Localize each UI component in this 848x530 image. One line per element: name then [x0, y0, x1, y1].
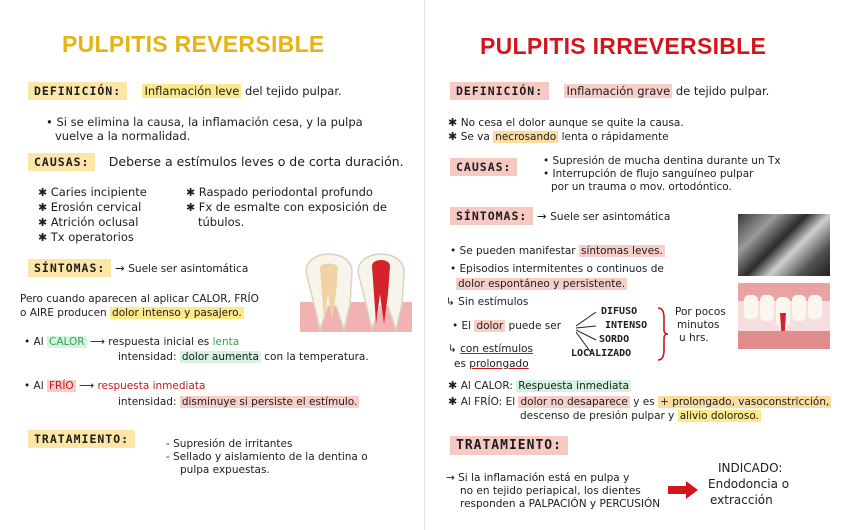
list-item: ✱ Raspado periodontal profundo	[186, 185, 373, 199]
left-calor-r2: intensidad: dolor aumenta con la temperatura.	[118, 351, 369, 363]
sintomas-text: Suele ser asintomática	[128, 263, 249, 275]
left-calor: • Al CALOR ⟶ respuesta inicial es lenta	[24, 336, 240, 348]
red-arrow-icon	[668, 481, 698, 499]
left-sintomas-line1: Pero cuando aparecen al aplicar CALOR, FRÍO	[20, 293, 259, 305]
column-divider	[424, 0, 425, 530]
brace-svg	[656, 306, 670, 362]
right-title: PULPITIS IRREVERSIBLE	[480, 33, 767, 59]
list-item: SORDO	[599, 334, 630, 345]
definicion-label: DEFINICIÓN:	[28, 82, 127, 100]
left-sintomas-line2: o AIRE producen dolor intenso y pasajero.	[20, 307, 242, 319]
left-causas-list-b	[186, 185, 387, 229]
arrow-icon: →	[114, 261, 125, 275]
list-item: ✱ Erosión cervical	[38, 200, 142, 214]
right-al-calor: ✱ Al CALOR: Respuesta inmediata	[448, 379, 630, 392]
brace	[656, 306, 670, 362]
sintomas-text: Suele ser asintomática	[550, 211, 671, 223]
definicion-highlight: Inflamación leve	[144, 84, 240, 98]
right-s3: dolor espontáneo y persistente.	[458, 278, 626, 290]
tooth-photo	[738, 283, 830, 349]
frio-word: FRÍO	[48, 380, 74, 392]
list-item: • Interrupción de flujo sanguíneo pulpar	[543, 168, 754, 180]
left-causas-list-a	[38, 185, 147, 245]
curved-arrow-icon: ↳	[448, 343, 457, 355]
left-definicion	[28, 84, 342, 98]
left-def-bullet-2: vuelve a la normalidad.	[55, 129, 191, 143]
right-con-estimulos: ↳ con estímulos	[448, 343, 534, 355]
right-prolongado: es prolongado	[454, 358, 529, 370]
list-item: • Supresión de mucha dentina durante un Tx	[543, 155, 781, 167]
tooth-svg	[300, 244, 412, 332]
right-s2: • Episodios intermitentes o continuos de	[450, 263, 664, 275]
list-item: por un trauma o mov. ortodóntico.	[551, 181, 732, 193]
tratamiento-label: TRATAMIENTO:	[450, 436, 568, 455]
right-tratamiento	[450, 438, 568, 453]
list-item: ✱ Caries incipiente	[38, 185, 147, 199]
por-pocos: Por pocos minutos u hrs.	[675, 306, 726, 344]
right-causas-items	[543, 155, 781, 194]
right-al-frio-2: descenso de presión pulpar y alivio doloroso.	[520, 410, 759, 422]
xray-image	[738, 214, 830, 276]
calor-word: CALOR	[48, 336, 85, 348]
list-item: INTENSO	[605, 320, 648, 331]
definicion-rest: de tejido pulpar.	[675, 84, 770, 98]
left-frio-r2: intensidad: disminuye si persiste el estímulo.	[118, 396, 358, 408]
list-item: túbulos.	[198, 215, 245, 229]
list-item: ✱ Atrición oclusal	[38, 215, 139, 229]
left-tratamiento	[28, 432, 135, 446]
arrow-icon: ⟶	[79, 380, 95, 392]
causas-text: Deberse a estímulos leves o de corta duración.	[108, 154, 404, 169]
list-item: LOCALIZADO	[571, 348, 632, 359]
curved-arrow-icon: ↳	[446, 296, 455, 308]
tratamiento-label: TRATAMIENTO:	[28, 430, 135, 448]
left-title: PULPITIS REVERSIBLE	[62, 31, 325, 57]
dolor-types	[571, 305, 648, 361]
tooth-photo-svg	[738, 283, 830, 349]
right-dolor: • El dolor puede ser	[452, 320, 562, 332]
list-item: DIFUSO	[601, 306, 638, 317]
right-tratamiento-text: → Si la inflamación está en pulpa y no en tejido periapical, los dientes responden a PALPACIÓN y PERCUSIÓN	[446, 472, 661, 510]
right-causas	[450, 160, 517, 174]
indicado: INDICADO: Endodoncia o extracción	[708, 461, 790, 507]
list-item: - Supresión de irritantes	[166, 438, 293, 450]
left-frio: • Al FRÍO ⟶ respuesta inmediata	[24, 380, 206, 392]
causas-label: CAUSAS:	[450, 158, 517, 176]
left-tratamiento-items	[166, 438, 368, 477]
list-item: ✱ Fx de esmalte con exposición de	[186, 200, 387, 214]
sintomas-label: SÍNTOMAS:	[28, 259, 111, 277]
red-arrow-svg	[668, 481, 698, 499]
list-item: - Sellado y aislamiento de la dentina o	[166, 451, 368, 463]
dolor-intenso-highlight: dolor intenso y pasajero.	[112, 307, 242, 319]
arrow-icon: →	[536, 209, 547, 223]
right-sin-estimulos: ↳ Sin estímulos	[446, 296, 529, 308]
tooth-illustration	[300, 244, 412, 332]
right-al-frio: ✱ Al FRÍO: El dolor no desaparece y es + prolongado, vasoconstricción,	[448, 395, 830, 408]
definicion-highlight: Inflamación grave	[566, 84, 671, 98]
right-s1: • Se pueden manifestar síntomas leves.	[450, 245, 663, 257]
left-sintomas	[28, 261, 248, 276]
right-def-b2: ✱ Se va necrosando lenta o rápidamente	[448, 130, 669, 143]
left-causas	[28, 155, 404, 169]
list-item: pulpa expuestas.	[180, 464, 270, 476]
left-def-bullet-1: • Si se elimina la causa, la inflamación cesa, y la pulpa	[46, 115, 363, 129]
right-definicion	[450, 84, 769, 98]
list-item: ✱ Tx operatorios	[38, 230, 134, 244]
definicion-rest: del tejido pulpar.	[245, 84, 342, 98]
sintomas-label: SÍNTOMAS:	[450, 207, 533, 225]
right-sintomas	[450, 209, 670, 224]
definicion-label: DEFINICIÓN:	[450, 82, 549, 100]
right-def-b1: ✱ No cesa el dolor aunque se quite la causa.	[448, 116, 684, 129]
causas-label: CAUSAS:	[28, 153, 95, 171]
arrow-icon: ⟶	[89, 336, 105, 348]
